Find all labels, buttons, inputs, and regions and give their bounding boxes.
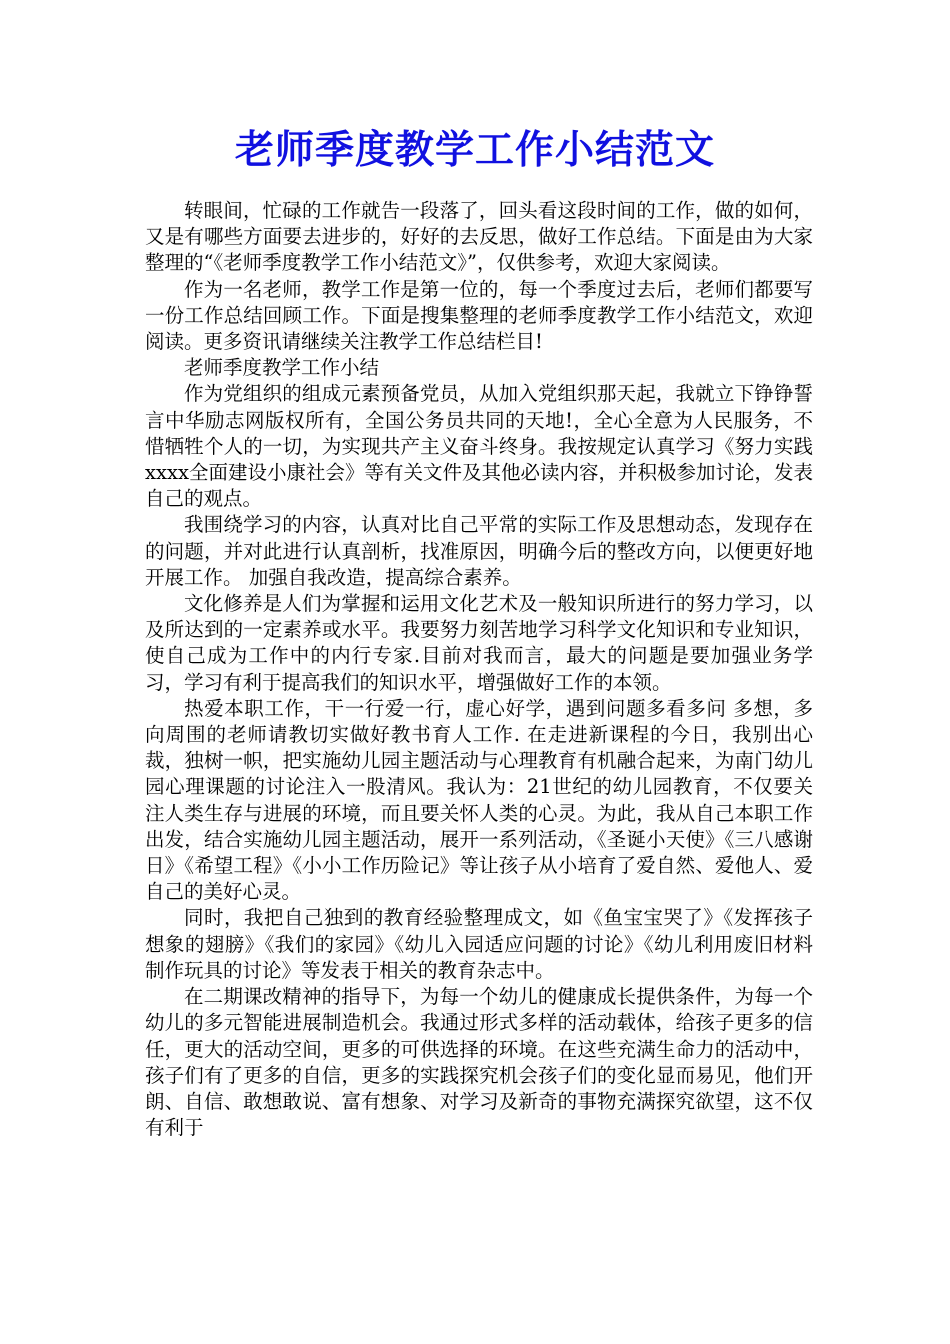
paragraph-intro: 转眼间，忙碌的工作就告一段落了，回头看这段时间的工作，做的如何，又是有哪些方面要去进步的，好好的去反思，做好工作总结。下面是由为大家整理的“《老师季度教学工作小结范文》”，仅供参考，欢迎大家阅读。 — [145, 199, 813, 275]
paragraph-self-review: 我围绕学习的内容，认真对比自己平常的实际工作及思想动态，发现存在的问题，并对此进行认真剖析，找准原因，明确今后的整改方向，以便更好地开展工作。 加强自我改造，提高综合素养。 — [145, 513, 813, 589]
paragraph-publications: 同时，我把自己独到的教育经验整理成文，如《鱼宝宝哭了》《发挥孩子想象的翅膀》《我们的家园》《幼儿入园适应问题的讨论》《幼儿利用废旧材料制作玩具的讨论》等发表于相关的教育杂志中。 — [145, 906, 813, 982]
paragraph-party-member: 作为党组织的组成元素预备党员，从加入党组织那天起，我就立下铮铮誓言中华励志网版权所有，全国公务员共同的天地!，全心全意为人民服务，不惜牺牲个人的一切，为实现共产主义奋斗终身。我按规定认真学习《努力实践xxxx全面建设小康社会》等有关文件及其他必读内容，并积极参加讨论，发表自己的观点。 — [145, 382, 813, 511]
paragraph-curriculum-reform: 在二期课改精神的指导下，为每一个幼儿的健康成长提供条件，为每一个幼儿的多元智能进展制造机会。我通过形式多样的活动载体，给孩子更多的信任，更大的活动空间，更多的可供选择的环境。在这些充满生命力的活动中，孩子们有了更多的自信，更多的实践探究机会孩子们的变化显而易见，他们开朗、自信、敢想敢说、富有想象、对学习及新奇的事物充满探究欲望，这不仅有利于 — [145, 985, 813, 1140]
paragraph-cultural-cultivation: 文化修养是人们为掌握和运用文化艺术及一般知识所进行的努力学习，以及所达到的一定素养或水平。我要努力刻苦地学习科学文化知识和专业知识，使自己成为工作中的内行专家.目前对我而言，最大的问题是要加强业务学习，学习有利于提高我们的知识水平，增强做好工作的本领。 — [145, 592, 813, 694]
section-heading: 老师季度教学工作小结 — [184, 356, 380, 380]
document-title: 老师季度教学工作小结范文 — [234, 127, 715, 173]
paragraph-love-of-work: 热爱本职工作，干一行爱一行，虚心好学，遇到问题多看多问 多想，多向周围的老师请教切实做好教书育人工作. 在走进新课程的今日，我别出心裁，独树一帜，把实施幼儿园主题活动与心理教育有机融合起来，为南门幼儿园心理课题的讨论注入一股清风。我认为：21世纪的幼儿园教育，不仅要关注人类生存与进展的环境，而且要关怀人类的心灵。为此，我从自己本职工作出发，结合实施幼儿园主题活动，展开一系列活动，《圣诞小天使》《三八感谢日》《希望工程》《小小工作历险记》等让孩子从小培育了爱自然、爱他人、爱自己的美好心灵。 — [145, 696, 813, 904]
paragraph-overview: 作为一名老师，教学工作是第一位的，每一个季度过去后，老师们都要写一份工作总结回顾工作。下面是搜集整理的老师季度教学工作小结范文，欢迎阅读。更多资讯请继续关注教学工作总结栏目! — [145, 277, 813, 354]
document-body — [145, 198, 813, 1141]
